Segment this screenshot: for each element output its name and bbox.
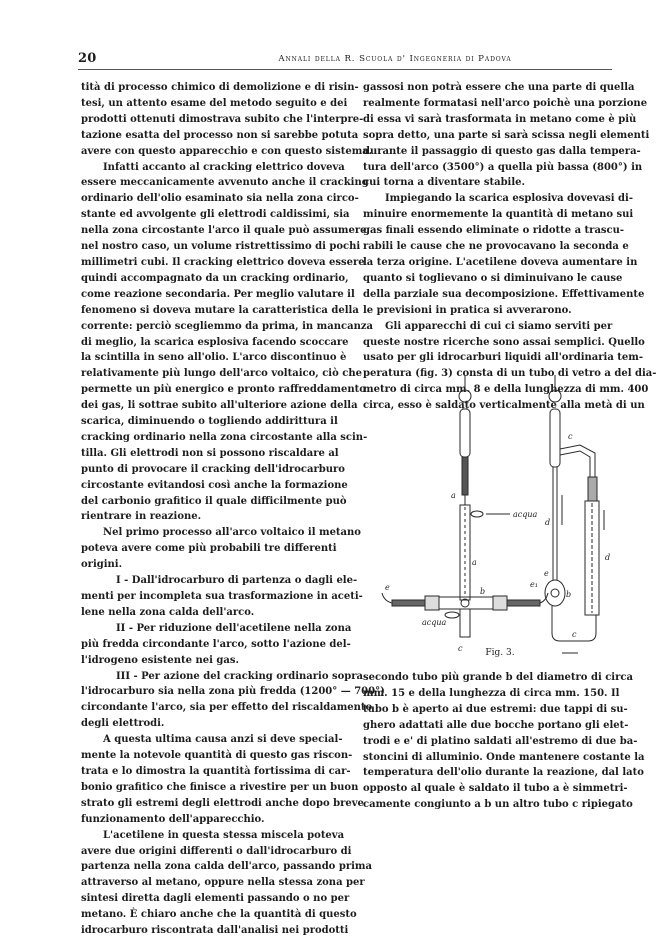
text-line: Nel primo processo all'arco voltaico il metano [103,527,361,539]
text-line: nel nostro caso, un volume ristrettissimo di pochi [81,241,361,253]
label-b-left: b [480,587,486,596]
text-line: tura dell'arco (3500°) a quella più bassa (800°) in [363,161,643,173]
text-line: quanto si toglievano o si diminuivano le cause [363,272,623,284]
text-line: le previsioni in pratica si avverarono. [363,304,572,316]
text-line: I - Dall'idrocarburo di partenza o dagli ele- [116,575,358,587]
text-line: lene nella zona calda dell'arco. [81,606,255,618]
text-line: cracking ordinario nella zona circostante alla scin- [81,431,368,443]
text-line: prodotti ottenuti dimostrava subito che l'interpre- [81,113,364,125]
text-line: L'acetilene in questa stessa miscela poteva [103,829,345,841]
text-line: quindi accompagnato da un cracking ordinario, [81,272,349,284]
text-line: queste nostre ricerche sono assai semplici. Quello [363,336,645,348]
text-line: più fredda circondante l'arco, sotto l'azione del- [81,638,351,650]
text-line: durante il passaggio di questo gas dalla tempera- [363,145,641,157]
text-line: essere meccanicamente avvenuto anche il cracking [81,177,369,189]
label-e-left: e [385,583,390,592]
text-line: del carbonio grafitico il quale difficilmente può [81,495,347,507]
right-upper-tube [550,409,560,467]
text-line: avere due origini differenti o dall'idrocarburo di [81,845,352,857]
text-line: mente la notevole quantità di questo gas riscon- [81,750,353,762]
text-line: tità di processo chimico di demolizione e di risin- [81,82,359,93]
text-line: II - Per riduzione dell'acetilene nella zona [116,622,352,634]
left-tube-c [460,609,470,637]
left-column [81,80,385,939]
label-a-tube: a [472,558,477,567]
text-line: l'idrogeno esistente nei gas. [81,654,239,666]
left-electrode-e1 [507,600,540,606]
text-line: tubo b è aperto ai due estremi: due tappi di su- [363,703,628,715]
text-line: usato per gli idrocarburi liquidi all'ordinaria tem- [363,352,643,364]
right-bulb [549,390,561,402]
text-line: Infatti accanto al cracking elettrico doveva [103,161,345,173]
right-spark [551,589,559,597]
label-c-left: c [458,644,463,653]
right-side-arm-c [560,445,595,477]
text-line: stoncini di alluminio. Onde mantenere costante la [363,751,645,763]
text-line: metano. È chiaro anche che la quantità di questo [81,909,357,921]
text-line: opposto al quale è saldato il tubo a è simmetri- [363,783,628,795]
text-line: della parziale sua decomposizione. Effettivamente [363,288,645,300]
page-number: 20 [78,51,97,66]
left-electrode-e [392,600,425,606]
text-line: punto di provocare il cracking dell'idrocarburo [81,463,345,475]
label-b-right: b [566,590,572,599]
text-line: secondo tubo più grande b del diametro di circa [363,672,633,683]
text-line: circondante l'arco, sia per effetto del riscaldamento [81,702,373,714]
text-line: temperatura dell'olio durante la reazione, dal lato [363,767,644,779]
text-line: dei gas, li sottrae subito all'ulteriore azione della [81,400,358,412]
label-e-right: e [544,569,549,578]
text-line: partenza nella zona calda dell'arco, passando prima [81,861,372,873]
left-cork-left [425,596,439,610]
left-upper-tube [460,409,470,457]
left-apparatus [382,375,551,637]
text-line: mm. 15 e della lunghezza di circa mm. 150. Il [363,687,620,699]
left-wire-e [382,593,392,603]
left-water-inlet [471,511,483,517]
text-line: origini. [81,559,123,571]
text-line: idrocarburo riscontrata dall'analisi nei prodotti [81,925,349,937]
label-d-inner: d [545,518,551,527]
text-line: circa, esso è saldato verticalmente alla metà di un [363,400,645,412]
text-line: ordinario dell'olio esaminato sia nella zona circo- [81,193,359,205]
text-line: bonio grafitico che finisce a rivestire per un buon [81,781,359,793]
right-column-bottom [363,670,645,813]
text-line: relativamente più lungo dell'arco voltaico, ciò che [81,368,362,380]
text-line: realmente formatasi nell'arco poichè una porzione [363,97,648,109]
text-line: sopra detto, una parte si sarà scissa negli elementi [363,129,650,141]
text-line: l'idrocarburo sia nella zona più fredda (1200° — 700°) [81,686,385,698]
label-c-right-bottom: c [572,630,577,639]
text-line: Impiegando la scarica esplosiva dovevasi di- [385,193,634,205]
label-e1-left: e₁ [530,580,538,589]
right-apparatus [545,375,604,653]
figure-3 [380,365,620,665]
text-line: nella zona circostante l'arco il quale può assumere, [81,225,370,237]
text-line: attraverso al metano, oppure nella stessa zona per [81,877,365,889]
label-acqua-top: acqua [513,510,538,519]
text-line: trata e lo dimostra la quantità fortissima di car- [81,765,351,777]
figure-caption: Fig. 3. [485,648,515,658]
text-line: peratura (fig. 3) consta di un tubo di vetro a del dia- [363,368,656,380]
text-line: metro di circa mm. 8 e della lunghezza di mm. 400 [363,384,649,396]
text-line: millimetri cubi. Il cracking elettrico doveva essere [81,256,365,268]
text-line: permette un più energico e pronto raffreddamento [81,384,366,396]
text-line: camente congiunto a b un altro tubo c ripiegato [363,799,633,811]
header-rule [78,69,612,70]
left-bulb [459,390,471,402]
label-c-right-top: c [568,432,573,441]
text-line: scarica, diminuendo o togliendo addirittura il [81,416,338,428]
text-line: ghero adattati alle due bocche portano gli elet- [363,719,629,731]
text-line: sintesi diretta dagli elementi passando o no per [81,893,350,905]
right-packed-top [588,477,597,501]
left-packed-section [462,457,468,495]
label-a-top: a [451,491,456,500]
text-line: come reazione secondaria. Per meglio valutare il [81,288,355,300]
text-line: gassosi non potrà essere che una parte di quella [363,82,635,93]
text-line: tilla. Gli elettrodi non si possono riscaldare al [81,447,339,459]
left-cork-right [493,596,507,610]
label-d-outer: d [605,553,611,562]
text-line: strato gli estremi degli elettrodi anche dopo breve [81,797,364,809]
text-line: trodi e e' di platino saldati all'estremo di due ba- [363,735,638,747]
text-line: rientrare in reazione. [81,511,202,523]
right-column-top [363,80,656,414]
text-line: tesi, un attento esame del metodo seguito e dei [81,97,348,109]
left-wire-e1 [540,593,548,603]
text-line: rabili le cause che ne provocavano la seconda e [363,241,629,253]
text-line: avere con questo apparecchio e con questo sistema. [81,145,373,157]
text-line: la scintilla in seno all'olio. L'arco discontinuo è [81,352,347,364]
text-line: minuire enormemente la quantità di metano sui [363,209,634,221]
text-line: menti per incompleta sua trasformazione in aceti- [81,591,363,602]
text-line: la terza origine. L'acetilene doveva aumentare in [363,256,638,268]
text-line: cui torna a diventare stabile. [363,177,525,189]
text-line: funzionamento dell'apparecchio. [81,813,265,825]
text-line: A questa ultima causa anzi si deve special- [103,734,343,746]
label-acqua-bottom: acqua [422,618,447,627]
text-line: circostante evitandosi così anche la formazione [81,479,348,491]
text-line: gas finali essendo eliminate o ridotte a trascu- [363,225,625,237]
text-line: fenomeno si doveva mutare la caratteristica della [81,304,359,316]
text-line: degli elettrodi. [81,718,165,730]
text-line: Gli apparecchi di cui ci siamo serviti per [385,320,613,332]
text-line: corrente: perciò scegliemmo da prima, in mancanza [81,320,374,332]
text-line: stante ed avvolgente gli elettrodi caldissimi, sia [81,209,350,221]
text-line: poteva avere come più probabili tre differenti [81,543,337,555]
left-water-outlet [445,612,459,618]
text-line: di meglio, la scarica esplosiva facendo scoccare [81,336,349,348]
text-line: tazione esatta del processo non si sarebbe potuta [81,129,359,141]
text-line: di essa vi sarà trasformata in metano come è più [363,113,637,125]
text-line: III - Per azione del cracking ordinario sopra [116,670,364,682]
running-head: Annali della R. Scuola d' Ingegneria di Padova [278,54,512,64]
